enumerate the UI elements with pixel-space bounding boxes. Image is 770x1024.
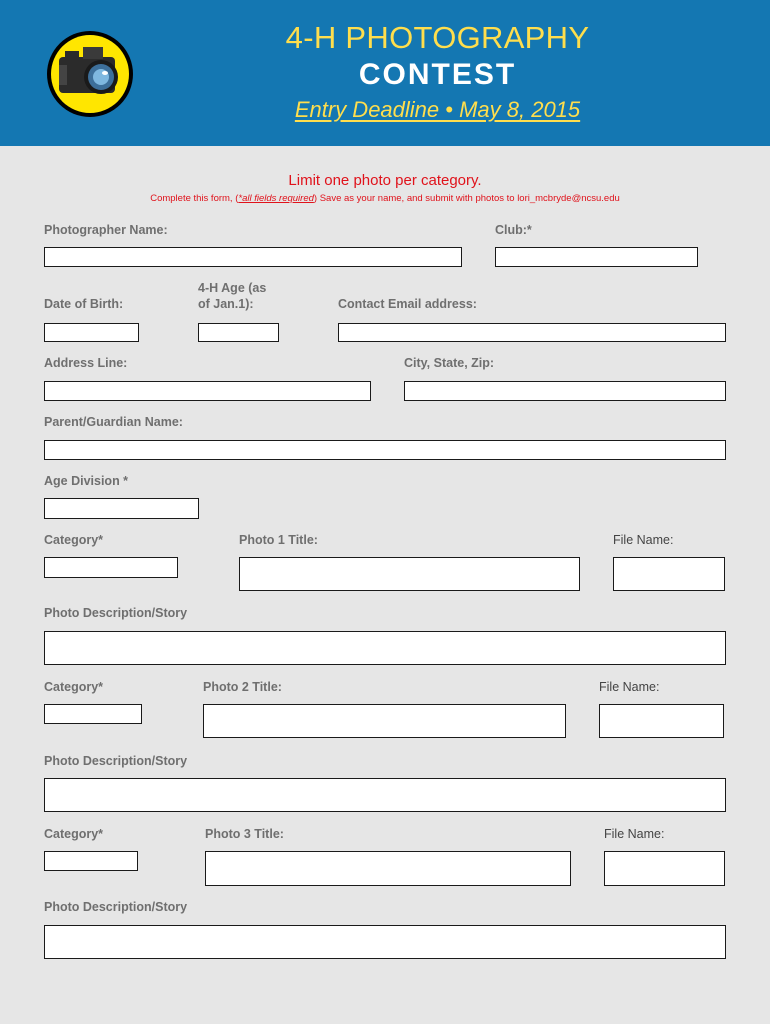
photo-2-title-label: Photo 2 Title: [203,680,282,694]
category-1-field[interactable] [44,557,178,578]
instr-suffix: ) Save as your name, and submit with photos to lori_mcbryde@ncsu.edu [313,193,620,204]
instr-prefix: Complete this form, ( [150,193,239,204]
header-banner [0,0,770,146]
camera-logo-icon [45,29,135,119]
photo-3-title-label: Photo 3 Title: [205,827,284,841]
parent-field[interactable] [44,440,726,460]
city-label: City, State, Zip: [404,356,495,370]
category-3-field[interactable] [44,851,138,871]
description-3-label: Photo Description/Story [44,900,188,914]
entry-deadline: Entry Deadline • May 8, 2015 [294,97,581,122]
email-field[interactable] [338,323,726,342]
age-field[interactable] [198,323,279,342]
file-name-2-label: File Name: [599,680,660,694]
file-name-2-field[interactable] [599,704,724,738]
title-line-2: CONTEST [358,58,517,91]
description-3-field[interactable] [44,925,726,959]
file-name-3-label: File Name: [604,827,665,841]
address-field[interactable] [44,381,371,401]
description-1-field[interactable] [44,631,726,665]
club-label: Club:* [495,223,532,237]
photo-2-title-field[interactable] [203,704,566,738]
age-division-label: Age Division * [44,474,129,488]
category-2-field[interactable] [44,704,142,724]
required-note: *all fields required [238,193,314,204]
title-line-1: 4-H PHOTOGRAPHY [285,20,590,55]
instructions [0,193,770,204]
age-division-field[interactable] [44,498,199,519]
photographer-name-label: Photographer Name: [44,223,168,237]
city-field[interactable] [404,381,726,401]
file-name-1-label: File Name: [613,533,674,547]
club-field[interactable] [495,247,698,267]
photo-1-title-label: Photo 1 Title: [239,533,318,547]
photo-1-title-field[interactable] [239,557,580,591]
description-1-label: Photo Description/Story [44,606,188,620]
limit-notice: Limit one photo per category. [288,172,482,189]
parent-label: Parent/Guardian Name: [44,415,183,429]
dob-field[interactable] [44,323,139,342]
file-name-3-field[interactable] [604,851,725,886]
email-label: Contact Email address: [338,297,477,311]
file-name-1-field[interactable] [613,557,725,591]
category-3-label: Category* [44,827,104,841]
photo-3-title-field[interactable] [205,851,571,886]
category-2-label: Category* [44,680,104,694]
description-2-field[interactable] [44,778,726,812]
description-2-label: Photo Description/Story [44,754,188,768]
age-label-line2: of Jan.1): [198,297,254,311]
photographer-name-field[interactable] [44,247,462,267]
address-label: Address Line: [44,356,128,370]
dob-label: Date of Birth: [44,297,124,311]
age-label-line1: 4-H Age (as [198,281,267,295]
category-1-label: Category* [44,533,104,547]
